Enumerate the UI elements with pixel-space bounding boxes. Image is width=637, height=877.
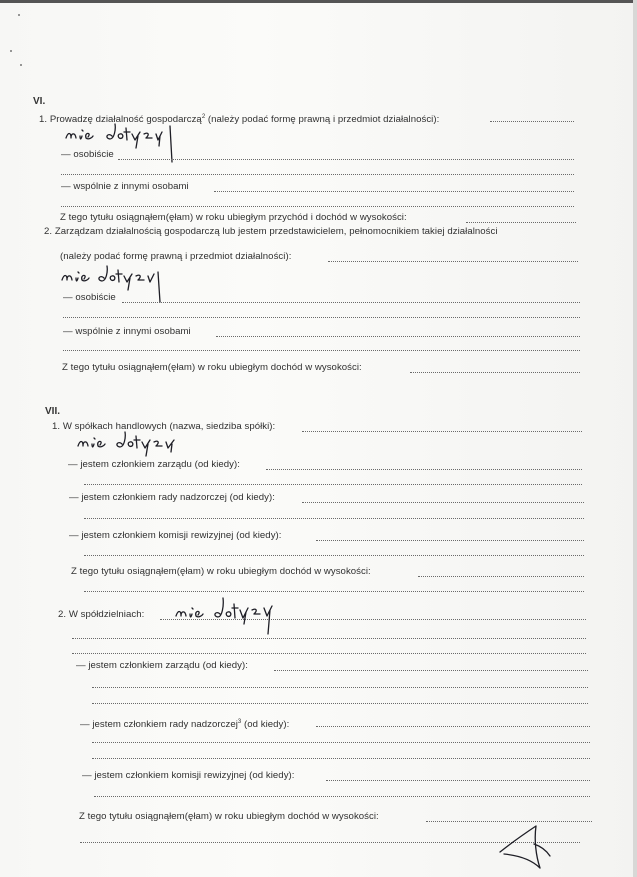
- handwritten-answer: [172, 590, 292, 640]
- vii-q1-income: Z tego tytułu osiągnąłem(ęłam) w roku ubiegłym dochód w wysokości:: [71, 566, 371, 577]
- scan-edge-right: [633, 0, 637, 877]
- answer-line: [302, 502, 584, 503]
- vii-q2-label: 2. W spółdzielniach:: [58, 609, 145, 620]
- section-vi-heading: VI.: [33, 96, 46, 107]
- vi-q1-label: 1. Prowadzę działalność gospodarczą$^2$ (należy podać formę prawną i przedmiot działalności):: [39, 114, 440, 125]
- answer-line: [490, 121, 574, 122]
- answer-line: [466, 222, 576, 223]
- answer-line: [266, 469, 582, 470]
- signature-mark: [494, 822, 564, 872]
- answer-line: [118, 159, 574, 160]
- answer-line: [84, 555, 584, 556]
- vi-q2-label-line1: 2. Zarządzam działalnością gospodarczą lub jestem przedstawicielem, pełnomocnikiem takiej działalności: [44, 226, 498, 237]
- answer-line: [92, 687, 588, 688]
- answer-line: [214, 191, 574, 192]
- answer-line: [72, 653, 586, 654]
- answer-line: [84, 484, 582, 485]
- answer-line: [92, 742, 590, 743]
- vii-q1-sub3: — jestem członkiem komisji rewizyjnej (od kiedy):: [69, 530, 282, 541]
- answer-line: [61, 206, 574, 207]
- vii-q2-sub1: — jestem członkiem zarządu (od kiedy):: [76, 660, 248, 671]
- section-vii-heading: VII.: [45, 406, 61, 417]
- vi-q2-income: Z tego tytułu osiągnąłem(ęłam) w roku ubiegłym dochód w wysokości:: [62, 362, 362, 373]
- scan-speck: [18, 14, 20, 16]
- answer-line: [122, 302, 580, 303]
- vi-q1-income: Z tego tytułu osiągnąłem(ęłam) w roku ubiegłym przychód i dochód w wysokości:: [60, 212, 407, 223]
- answer-line: [92, 703, 588, 704]
- vii-q2-sub2: — jestem członkiem rady nadzorczej$^3$ (od kiedy):: [80, 719, 290, 730]
- scan-speck: [20, 64, 22, 66]
- handwritten-text: [74, 428, 79, 429]
- vi-q2-sub1: — osobiście: [63, 292, 116, 303]
- answer-line: [302, 431, 582, 432]
- vi-q1-sub2: — wspólnie z innymi osobami: [61, 181, 189, 192]
- answer-line: [326, 780, 590, 781]
- answer-line: [84, 518, 584, 519]
- answer-line: [316, 726, 590, 727]
- scan-edge-top: [0, 0, 637, 3]
- answer-line: [410, 372, 580, 373]
- vi-q1-sub1: — osobiście: [61, 149, 114, 160]
- signature: [494, 822, 564, 872]
- answer-line: [94, 796, 590, 797]
- answer-line: [63, 350, 580, 351]
- vii-q1-sub1: — jestem członkiem zarządu (od kiedy):: [68, 459, 240, 470]
- vi-q2-sub2: — wspólnie z innymi osobami: [63, 326, 191, 337]
- vii-q1-label: 1. W spółkach handlowych (nazwa, siedziba spółki):: [52, 421, 276, 432]
- answer-line: [61, 174, 574, 175]
- vi-q2-label-line2: (należy podać formę prawną i przedmiot działalności):: [60, 251, 292, 262]
- answer-line: [316, 540, 584, 541]
- handwritten-text: [172, 590, 177, 591]
- handwritten-text: [58, 262, 63, 263]
- vii-q2-income: Z tego tytułu osiągnąłem(ęłam) w roku ubiegłym dochód w wysokości:: [79, 811, 379, 822]
- answer-line: [328, 261, 578, 262]
- handwritten-text: [62, 120, 67, 121]
- scan-speck: [10, 50, 12, 52]
- answer-line: [418, 576, 584, 577]
- vii-q2-handwriting: [172, 590, 292, 640]
- answer-line: [274, 670, 588, 671]
- vii-q1-sub2: — jestem członkiem rady nadzorczej (od kiedy):: [69, 492, 275, 503]
- answer-line: [92, 758, 590, 759]
- answer-line: [63, 317, 580, 318]
- vii-q2-sub3: — jestem członkiem komisji rewizyjnej (od kiedy):: [82, 770, 295, 781]
- answer-line: [84, 591, 584, 592]
- answer-line: [216, 336, 580, 337]
- answer-line: [72, 638, 586, 639]
